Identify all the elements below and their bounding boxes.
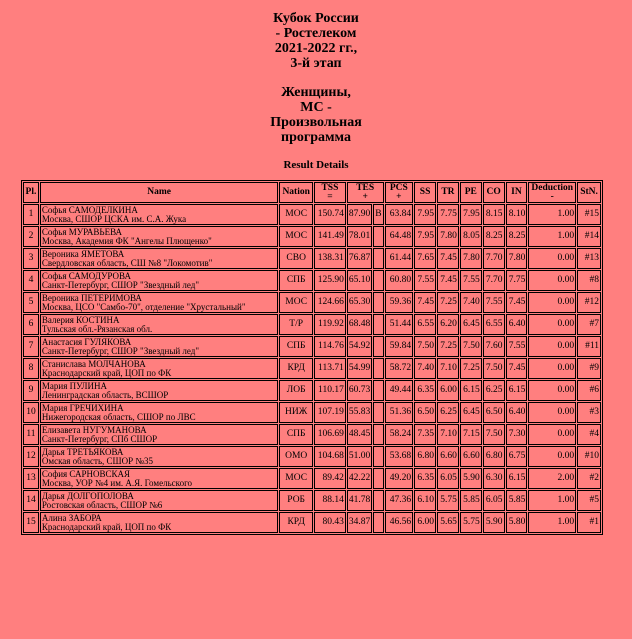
tr-cell: 7.80 (437, 226, 459, 247)
skater-name: Вероника ЯМЕТОВА (41, 248, 125, 259)
tes-cell: 55.83 (347, 402, 372, 423)
skater-name: Мария ГРЕЧИХИНА (41, 402, 124, 413)
skater-name: Анастасия ГУЛЯКОВА (41, 336, 132, 347)
pcs-cell: 61.44 (385, 248, 414, 269)
skater-club: Нижегородская область, СШОР по ЛВС (41, 411, 196, 422)
table-row (23, 336, 601, 357)
in-cell: 7.55 (506, 336, 528, 357)
tr-cell: 7.45 (437, 270, 459, 291)
skater-name: Мария ПУЛИНА (41, 380, 108, 391)
tes-flag-cell (373, 292, 383, 313)
ss-cell: 7.50 (414, 336, 436, 357)
event-title-line: 3-й этап (290, 56, 342, 71)
segment-title-line: Произвольная (270, 115, 362, 130)
ss-cell: 7.55 (414, 270, 436, 291)
ss-cell: 6.35 (414, 380, 436, 401)
skater-cell (40, 424, 278, 445)
pcs-cell: 51.36 (385, 402, 414, 423)
co-cell: 8.25 (483, 226, 505, 247)
tss-cell: 138.31 (314, 248, 346, 269)
tes-cell: 65.30 (347, 292, 372, 313)
skater-name: Софья МУРАВЬЕВА (41, 226, 123, 237)
tes-flag-cell (373, 446, 383, 467)
start-number-cell: #13 (577, 248, 601, 269)
ss-cell: 7.40 (414, 358, 436, 379)
co-cell: 5.90 (483, 512, 505, 533)
place-cell: 15 (23, 512, 39, 533)
tr-cell: 6.60 (437, 446, 459, 467)
ss-cell: 6.80 (414, 446, 436, 467)
table-caption: Result Details (283, 159, 349, 171)
in-cell: 7.45 (506, 292, 528, 313)
table-header-row (23, 182, 601, 203)
tes-flag-cell (373, 358, 383, 379)
deduction-cell: 0.00 (528, 248, 576, 269)
deduction-cell: 0.00 (528, 270, 576, 291)
in-cell: 7.75 (506, 270, 528, 291)
in-cell: 6.40 (506, 314, 528, 335)
pe-cell: 7.15 (460, 424, 482, 445)
tr-cell: 7.75 (437, 204, 459, 225)
deduction-cell: 1.00 (528, 512, 576, 533)
tss-cell: 141.49 (314, 226, 346, 247)
start-number-cell: #7 (577, 314, 601, 335)
skater-club: Санкт-Петербург, СШОР "Звездный лед" (41, 279, 200, 290)
ss-cell: 7.65 (414, 248, 436, 269)
deduction-cell: 0.00 (528, 380, 576, 401)
pcs-cell: 47.36 (385, 490, 414, 511)
place-cell: 9 (23, 380, 39, 401)
col-ss: SS (414, 182, 436, 203)
deduction-cell: 0.00 (528, 336, 576, 357)
skater-name: Станислава МОЛЧАНОВА (41, 358, 146, 369)
tss-cell: 89.42 (314, 468, 346, 489)
tes-cell: 42.22 (347, 468, 372, 489)
start-number-cell: #9 (577, 358, 601, 379)
table-row (23, 314, 601, 335)
skater-club: Москва, Академия ФК "Ангелы Плющенко" (41, 235, 212, 246)
pcs-cell: 63.84 (385, 204, 414, 225)
table-row (23, 424, 601, 445)
tes-flag-cell (373, 512, 383, 533)
skater-name: Дарья ДОЛГОПОЛОВА (41, 490, 134, 501)
skater-cell (40, 490, 278, 511)
co-cell: 6.05 (483, 490, 505, 511)
deduction-cell: 0.00 (528, 424, 576, 445)
in-cell: 7.45 (506, 358, 528, 379)
in-cell: 6.40 (506, 402, 528, 423)
tes-cell: 54.99 (347, 358, 372, 379)
place-cell: 12 (23, 446, 39, 467)
in-cell: 8.10 (506, 204, 528, 225)
place-cell: 13 (23, 468, 39, 489)
co-cell: 6.30 (483, 468, 505, 489)
skater-club: Москва, ЦСО "Самбо-70", отделение "Хрустальный" (41, 301, 246, 312)
deduction-cell: 1.00 (528, 226, 576, 247)
tes-cell: 34.87 (347, 512, 372, 533)
tss-cell: 80.43 (314, 512, 346, 533)
skater-club: Москва, СШОР ЦСКА им. С.А. Жука (41, 213, 187, 224)
tes-flag-cell (373, 226, 383, 247)
place-cell: 14 (23, 490, 39, 511)
deduction-cell: 0.00 (528, 358, 576, 379)
in-cell: 8.25 (506, 226, 528, 247)
place-cell: 7 (23, 336, 39, 357)
in-cell: 7.30 (506, 424, 528, 445)
pe-cell: 7.50 (460, 336, 482, 357)
pcs-cell: 53.68 (385, 446, 414, 467)
tes-flag-cell (373, 424, 383, 445)
pe-cell: 6.45 (460, 314, 482, 335)
nation-cell: НИЖ (279, 402, 313, 423)
table-row (23, 402, 601, 423)
place-cell: 10 (23, 402, 39, 423)
nation-cell: КРД (279, 358, 313, 379)
start-number-cell: #2 (577, 468, 601, 489)
deduction-cell: 1.00 (528, 490, 576, 511)
tes-flag-cell (373, 270, 383, 291)
in-cell: 6.15 (506, 468, 528, 489)
tes-cell: 48.45 (347, 424, 372, 445)
pcs-cell: 58.24 (385, 424, 414, 445)
tes-flag-cell (373, 336, 383, 357)
skater-club: Ростовская область, СШОР №6 (41, 499, 163, 510)
segment-title-line: Женщины, (281, 85, 351, 100)
skater-cell (40, 292, 278, 313)
pcs-cell: 51.44 (385, 314, 414, 335)
tss-cell: 113.71 (314, 358, 346, 379)
tes-cell: 65.10 (347, 270, 372, 291)
skater-cell (40, 402, 278, 423)
tss-cell: 125.90 (314, 270, 346, 291)
nation-cell: КРД (279, 512, 313, 533)
table-row (23, 248, 601, 269)
tes-cell: 78.01 (347, 226, 372, 247)
start-number-cell: #14 (577, 226, 601, 247)
tr-cell: 7.45 (437, 248, 459, 269)
start-number-cell: #12 (577, 292, 601, 313)
table-row (23, 512, 601, 533)
col-in: IN (506, 182, 528, 203)
tss-cell: 114.76 (314, 336, 346, 357)
pcs-cell: 59.36 (385, 292, 414, 313)
table-row (23, 204, 601, 225)
ss-cell: 6.50 (414, 402, 436, 423)
skater-cell (40, 512, 278, 533)
ss-cell: 7.45 (414, 292, 436, 313)
place-cell: 4 (23, 270, 39, 291)
place-cell: 11 (23, 424, 39, 445)
segment-title-line: МС - (300, 100, 332, 115)
col-place: Pl. (23, 182, 39, 203)
skater-cell (40, 226, 278, 247)
table-row (23, 380, 601, 401)
skater-cell (40, 270, 278, 291)
pcs-cell: 49.44 (385, 380, 414, 401)
pe-cell: 6.15 (460, 380, 482, 401)
tr-cell: 7.10 (437, 358, 459, 379)
event-title-line: Кубок России (273, 11, 359, 26)
skater-name: София САРНОВСКАЯ (41, 468, 130, 479)
tr-cell: 5.75 (437, 490, 459, 511)
table-row (23, 226, 601, 247)
nation-cell: СПБ (279, 270, 313, 291)
nation-cell: МОС (279, 292, 313, 313)
nation-cell: ОМО (279, 446, 313, 467)
skater-cell (40, 248, 278, 269)
co-cell: 6.80 (483, 446, 505, 467)
in-cell: 7.80 (506, 248, 528, 269)
tes-cell: 76.87 (347, 248, 372, 269)
table-row (23, 292, 601, 313)
co-cell: 6.50 (483, 402, 505, 423)
col-nation: Nation (279, 182, 313, 203)
pe-cell: 6.45 (460, 402, 482, 423)
co-cell: 7.60 (483, 336, 505, 357)
tes-flag-cell (373, 314, 383, 335)
ss-cell: 6.10 (414, 490, 436, 511)
table-row (23, 468, 601, 489)
pe-cell: 5.85 (460, 490, 482, 511)
skater-name: Софья САМОДУРОВА (41, 270, 131, 281)
ss-cell: 7.95 (414, 226, 436, 247)
deduction-cell: 1.00 (528, 204, 576, 225)
tes-flag-cell (373, 248, 383, 269)
tes-flag-cell: B (373, 204, 383, 225)
nation-cell: РОБ (279, 490, 313, 511)
tss-cell: 150.74 (314, 204, 346, 225)
deduction-cell: 0.00 (528, 314, 576, 335)
event-title (0, 11, 632, 71)
place-cell: 8 (23, 358, 39, 379)
co-cell: 7.50 (483, 358, 505, 379)
deduction-cell: 0.00 (528, 402, 576, 423)
col-pcs: PCS + (385, 182, 414, 203)
pe-cell: 7.55 (460, 270, 482, 291)
skater-cell (40, 314, 278, 335)
pcs-cell: 46.56 (385, 512, 414, 533)
skater-club: Омская область, СШОР №35 (41, 455, 153, 466)
tr-cell: 7.25 (437, 336, 459, 357)
tes-cell: 54.92 (347, 336, 372, 357)
pe-cell: 7.95 (460, 204, 482, 225)
skater-cell (40, 336, 278, 357)
start-number-cell: #4 (577, 424, 601, 445)
pe-cell: 6.60 (460, 446, 482, 467)
pe-cell: 7.40 (460, 292, 482, 313)
page-title (0, 0, 632, 145)
table-row (23, 490, 601, 511)
tr-cell: 6.00 (437, 380, 459, 401)
tss-cell: 88.14 (314, 490, 346, 511)
co-cell: 7.55 (483, 292, 505, 313)
skater-club: Ленинградская область, ВСШОР (41, 389, 169, 400)
skater-name: Дарья ТРЕТЬЯКОВА (41, 446, 124, 457)
skater-club: Санкт-Петербург, СШОР "Звездный лед" (41, 345, 200, 356)
start-number-cell: #15 (577, 204, 601, 225)
tes-flag-cell (373, 468, 383, 489)
skater-name: Алина ЗАБОРА (41, 512, 102, 523)
col-co: CO (483, 182, 505, 203)
nation-cell: СПБ (279, 336, 313, 357)
skater-name: Валерия КОСТИНА (41, 314, 120, 325)
place-cell: 2 (23, 226, 39, 247)
in-cell: 6.75 (506, 446, 528, 467)
skater-club: Свердловская область, СШ №8 "Локомотив" (41, 257, 213, 268)
start-number-cell: #5 (577, 490, 601, 511)
ss-cell: 6.35 (414, 468, 436, 489)
table-row (23, 446, 601, 467)
start-number-cell: #3 (577, 402, 601, 423)
tss-cell: 110.17 (314, 380, 346, 401)
pe-cell: 7.25 (460, 358, 482, 379)
segment-title (0, 85, 632, 145)
skater-name: Елизавета НУГУМАНОВА (41, 424, 147, 435)
nation-cell: МОС (279, 468, 313, 489)
tss-cell: 119.92 (314, 314, 346, 335)
place-cell: 6 (23, 314, 39, 335)
place-cell: 5 (23, 292, 39, 313)
col-start-number: StN. (577, 182, 601, 203)
tes-cell: 51.00 (347, 446, 372, 467)
co-cell: 7.70 (483, 248, 505, 269)
tes-flag-cell (373, 402, 383, 423)
tr-cell: 6.25 (437, 402, 459, 423)
tes-cell: 41.78 (347, 490, 372, 511)
co-cell: 8.15 (483, 204, 505, 225)
nation-cell: СПБ (279, 424, 313, 445)
co-cell: 6.25 (483, 380, 505, 401)
start-number-cell: #1 (577, 512, 601, 533)
pe-cell: 5.75 (460, 512, 482, 533)
pcs-cell: 59.84 (385, 336, 414, 357)
tr-cell: 5.65 (437, 512, 459, 533)
col-name: Name (40, 182, 278, 203)
tss-cell: 104.68 (314, 446, 346, 467)
nation-cell: МОС (279, 204, 313, 225)
skater-cell (40, 380, 278, 401)
nation-cell: Т/Р (279, 314, 313, 335)
skater-club: Санкт-Петербург, СПб СШОР (41, 433, 158, 444)
pcs-cell: 64.48 (385, 226, 414, 247)
tes-cell: 60.73 (347, 380, 372, 401)
nation-cell: СВО (279, 248, 313, 269)
skater-name: Вероника ПЕТЕРИМОВА (41, 292, 142, 303)
skater-club: Краснодарский край, ЦОП по ФК (41, 521, 172, 532)
co-cell: 7.50 (483, 424, 505, 445)
col-deduction: Deduction - (528, 182, 576, 203)
pe-cell: 5.90 (460, 468, 482, 489)
ss-cell: 6.00 (414, 512, 436, 533)
tss-cell: 107.19 (314, 402, 346, 423)
co-cell: 7.70 (483, 270, 505, 291)
col-tss: TSS = (314, 182, 346, 203)
table-row (23, 358, 601, 379)
pcs-cell: 49.20 (385, 468, 414, 489)
table-row (23, 270, 601, 291)
nation-cell: МОС (279, 226, 313, 247)
start-number-cell: #6 (577, 380, 601, 401)
tes-flag-cell (373, 490, 383, 511)
place-cell: 3 (23, 248, 39, 269)
in-cell: 6.15 (506, 380, 528, 401)
nation-cell: ЛОБ (279, 380, 313, 401)
pcs-cell: 60.80 (385, 270, 414, 291)
in-cell: 5.85 (506, 490, 528, 511)
skater-cell (40, 204, 278, 225)
col-tes: TES + (347, 182, 384, 203)
skater-name: Софья САМОДЕЛКИНА (41, 204, 138, 215)
deduction-cell: 0.00 (528, 446, 576, 467)
event-title-line: 2021-2022 гг., (274, 41, 358, 56)
tes-cell: 68.48 (347, 314, 372, 335)
tr-cell: 7.25 (437, 292, 459, 313)
skater-club: Москва, УОР №4 им. А.Я. Гомельского (41, 477, 193, 488)
col-tr: TR (437, 182, 459, 203)
tes-cell: 87.90 (347, 204, 372, 225)
skater-cell (40, 446, 278, 467)
pe-cell: 8.05 (460, 226, 482, 247)
segment-title-line: программа (281, 130, 351, 145)
event-title-line: - Ростелеком (275, 26, 357, 41)
results-table (21, 180, 603, 535)
ss-cell: 6.55 (414, 314, 436, 335)
ss-cell: 7.35 (414, 424, 436, 445)
start-number-cell: #10 (577, 446, 601, 467)
pe-cell: 7.80 (460, 248, 482, 269)
skater-club: Краснодарский край, ЦОП по ФК (41, 367, 172, 378)
skater-club: Тульская обл.-Рязанская обл. (41, 323, 153, 334)
in-cell: 5.80 (506, 512, 528, 533)
tr-cell: 6.20 (437, 314, 459, 335)
deduction-cell: 0.00 (528, 292, 576, 313)
tr-cell: 6.05 (437, 468, 459, 489)
tss-cell: 106.69 (314, 424, 346, 445)
tr-cell: 7.10 (437, 424, 459, 445)
ss-cell: 7.95 (414, 204, 436, 225)
start-number-cell: #11 (577, 336, 601, 357)
skater-cell (40, 468, 278, 489)
tes-flag-cell (373, 380, 383, 401)
deduction-cell: 2.00 (528, 468, 576, 489)
col-pe: PE (460, 182, 482, 203)
co-cell: 6.55 (483, 314, 505, 335)
skater-cell (40, 358, 278, 379)
place-cell: 1 (23, 204, 39, 225)
pcs-cell: 58.72 (385, 358, 414, 379)
tss-cell: 124.66 (314, 292, 346, 313)
start-number-cell: #8 (577, 270, 601, 291)
